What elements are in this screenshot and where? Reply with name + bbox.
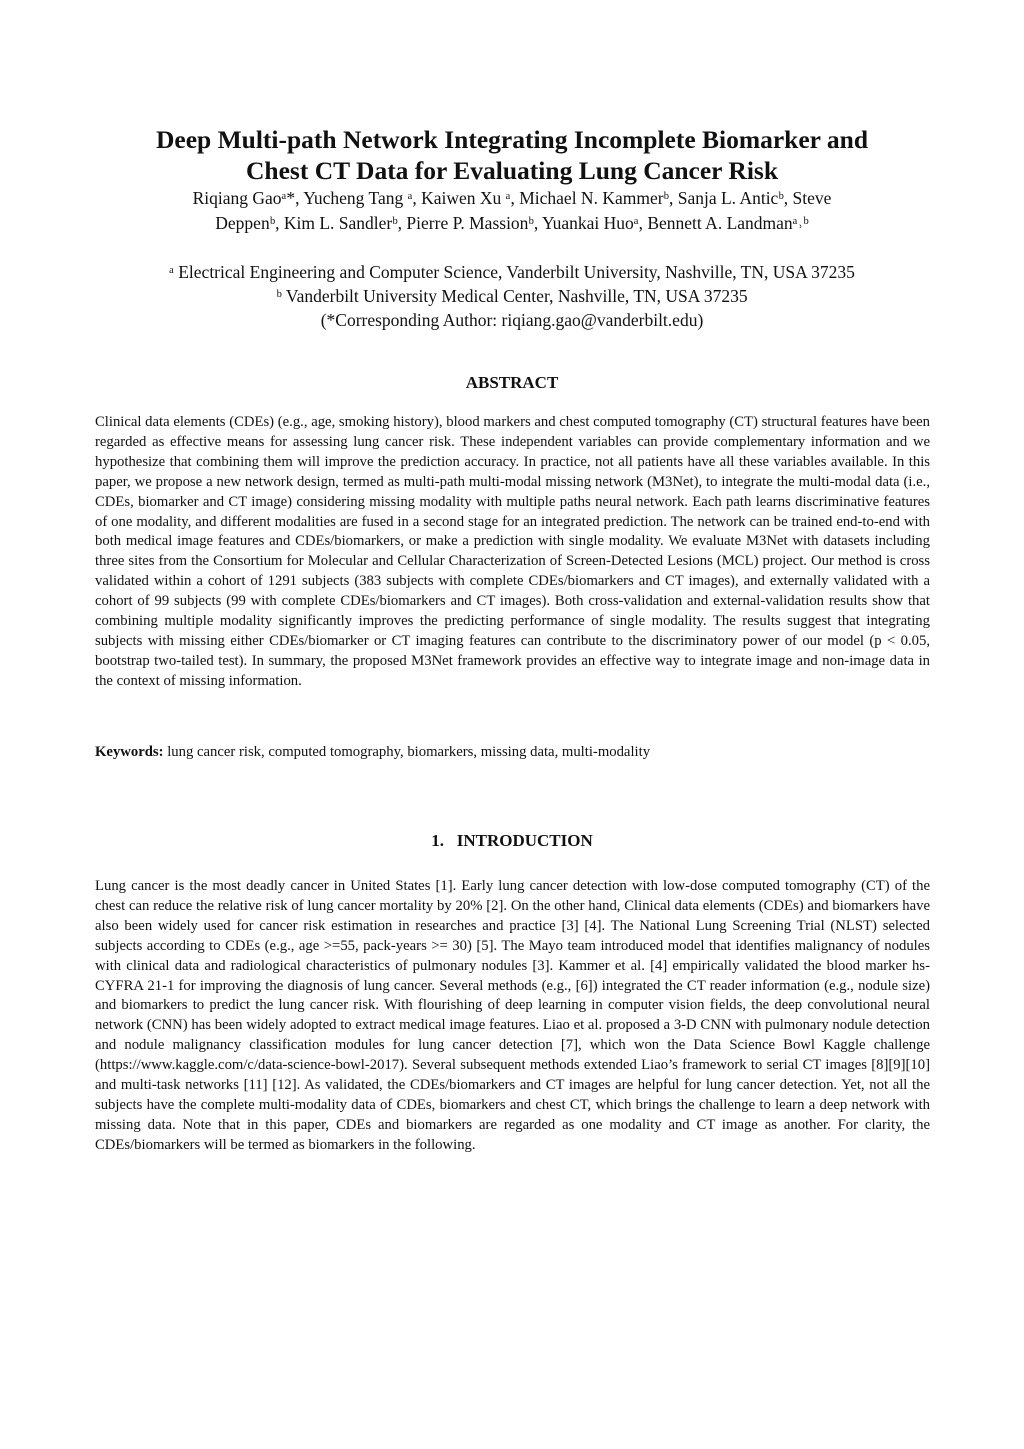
abstract-heading: ABSTRACT bbox=[465, 373, 559, 392]
introduction-heading: 1. INTRODUCTION bbox=[431, 831, 593, 850]
affiliations bbox=[60, 260, 964, 332]
author-line-1: Riqiang Gaoᵃ*, Yucheng Tang ᵃ, Kaiwen Xu ᵃ, Michael N. Kammerᵇ, Sanja L. Anticᵇ, Steve bbox=[192, 188, 832, 208]
introduction-text: Lung cancer is the most deadly cancer in United States [1]. Early lung cancer detection with low-dose computed tomography (CT) of the chest can reduce the relative risk of lung cancer mortality by 20% [2]. On the other hand, Clinical data elements (CDEs) and biomarkers have also been widely used for cancer risk estimation in researches and practice [3] [4]. The National Lung Screening Trial (NLST) selected subjects according to CDEs (e.g., age >=55, pack-years >= 30) [5]. The Mayo team introduced model that identifies malignancy of nodules with clinical data and radiological characteristics of pulmonary nodules [3]. Kammer et al. [4] empirically validated the blood marker hs-CYFRA 21-1 for improving the diagnosis of lung cancer. Several methods (e.g., [6]) integrated the CT reader information (e.g., nodule size) and biomarkers to predict the lung cancer risk. With flourishing of deep learning in computer vision fields, the deep convolutional neural network (CNN) has been widely adopted to extract medical image features. Liao et al. proposed a 3-D CNN with pulmonary nodule detection and nodule malignancy classification modules for lung cancer detection [7], which won the Data Science Bowl Kaggle challenge (https://www.kaggle.com/c/data-science-bowl-2017). Several subsequent methods extended Liao’s framework to serial CT images [8][9][10] and multi-task networks [11] [12]. As validated, the CDEs/biomarkers and CT images are helpful for lung cancer detection. Yet, not all the subjects have the complete multi-modality data of CDEs, biomarkers and chest CT, which brings the challenge to learn a deep network with missing data. Note that in this paper, CDEs and biomarkers are regarded as one modality and CT image as another. For clarity, the CDEs/biomarkers will be termed as biomarkers in the following. bbox=[95, 878, 930, 1153]
title-line-2: Chest CT Data for Evaluating Lung Cancer Risk bbox=[245, 156, 779, 185]
affiliation-a: ᵃ Electrical Engineering and Computer Science, Vanderbilt University, Nashville, TN, USA 37235 bbox=[169, 262, 855, 282]
affiliation-b: ᵇ Vanderbilt University Medical Center, Nashville, TN, USA 37235 bbox=[276, 286, 748, 306]
author-line-2: Deppenᵇ, Kim L. Sandlerᵇ, Pierre P. Massionᵇ, Yuankai Huoᵃ, Bennett A. Landmanᵃ˒ᵇ bbox=[215, 213, 809, 233]
author-list bbox=[60, 186, 964, 236]
keywords-text: lung cancer risk, computed tomography, biomarkers, missing data, multi-modality bbox=[163, 744, 651, 760]
paper-title bbox=[60, 124, 964, 186]
abstract-text: Clinical data elements (CDEs) (e.g., age, smoking history), blood markers and chest computed tomography (CT) structural features have been regarded as effective means for assessing lung cancer risk. These independent variables can provide complementary information and we hypothesize that combining them will improve the prediction accuracy. In practice, not all patients have all these variables available. In this paper, we propose a new network design, termed as multi-path multi-modal missing network (M3Net), to integrate the multi-modal data (i.e., CDEs, biomarker and CT image) considering missing modality with multiple paths neural network. Each path learns discriminative features of one modality, and different modalities are fused in a second stage for an integrated prediction. The network can be trained end-to-end with both medical image features and CDEs/biomarkers, or make a prediction with single modality. We evaluate M3Net with datasets including three sites from the Consortium for Molecular and Cellular Characterization of Screen-Detected Lesions (MCL) project. Our method is cross validated within a cohort of 1291 subjects (383 subjects with complete CDEs/biomarkers and CT images), and externally validated with a cohort of 99 subjects (99 with complete CDEs/biomarkers and CT images). Both cross-validation and external-validation results show that combining multiple modality significantly improves the predicting performance of single modality. The results suggest that integrating subjects with missing either CDEs/biomarker or CT imaging features can contribute to the discriminatory power of our model (p < 0.05, bootstrap two-tailed test). In summary, the proposed M3Net framework provides an effective way to integrate image and non-image data in the context of missing information. bbox=[95, 414, 930, 689]
title-line-1: Deep Multi-path Network Integrating Incomplete Biomarker and bbox=[155, 125, 869, 154]
corresponding-author: (*Corresponding Author: riqiang.gao@vanderbilt.edu) bbox=[320, 310, 704, 330]
keywords bbox=[95, 742, 930, 762]
keywords-label: Keywords: bbox=[95, 744, 164, 760]
